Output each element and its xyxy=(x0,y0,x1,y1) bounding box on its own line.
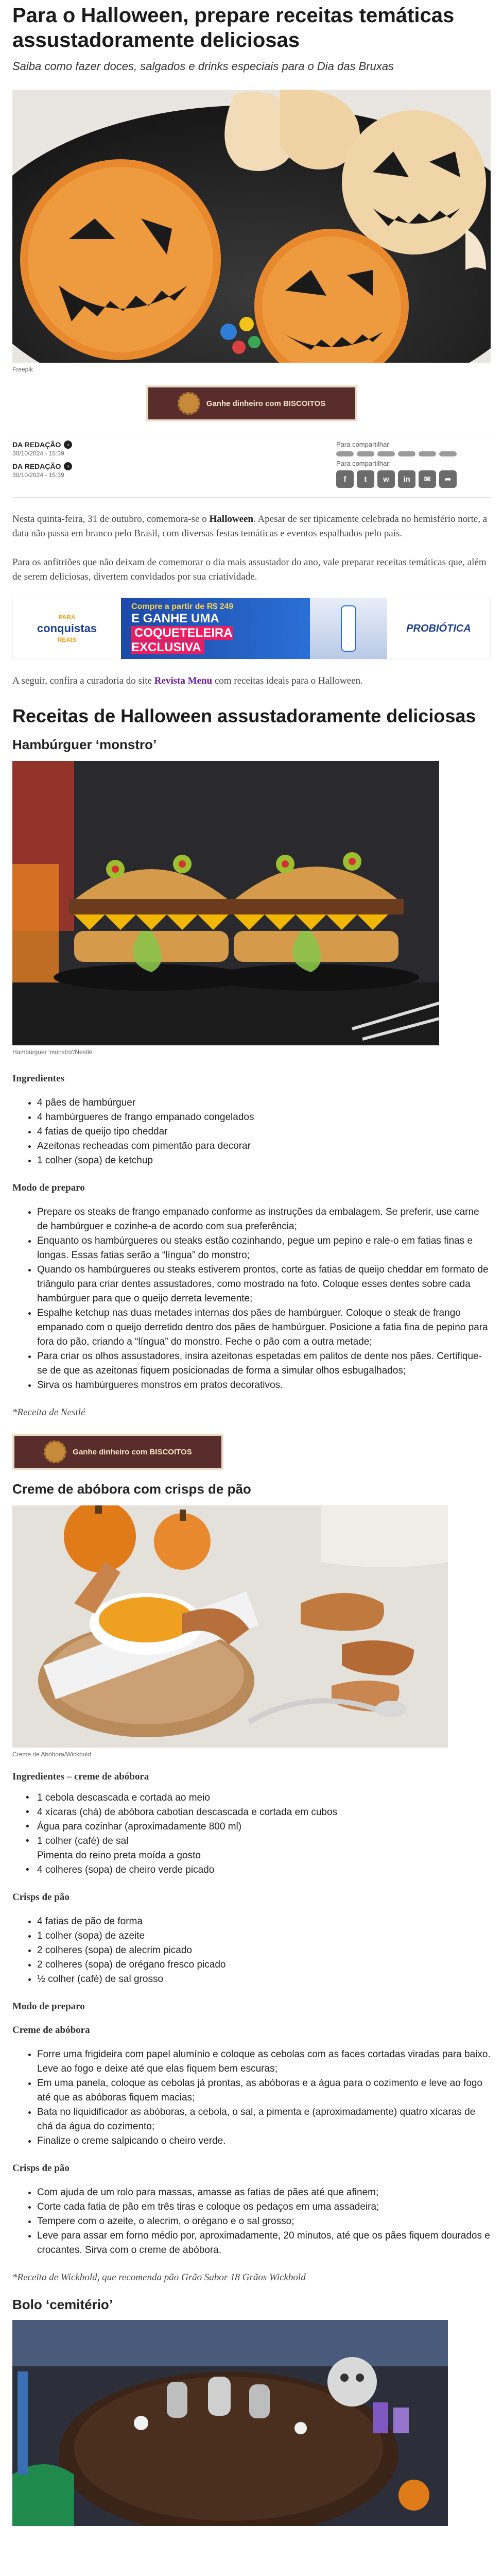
author-info-icon: › xyxy=(64,440,72,449)
list-item: • 4 fatias de queijo tipo cheddar xyxy=(37,1125,491,1139)
facebook-icon[interactable]: f xyxy=(336,470,354,488)
linkedin-icon[interactable] xyxy=(398,451,415,456)
advertisement-banner[interactable] xyxy=(146,385,357,421)
list-item: • Finalize o creme salpicando o cheiro verde. xyxy=(37,2134,491,2148)
ingredients-heading: Ingredientes xyxy=(12,1073,64,1084)
sponsor-offer: Compre a partir de R$ 249 E GANHE UMA COQUETELEIRA EXCLUSIVA xyxy=(121,598,310,659)
method-heading: Modo de preparo xyxy=(12,1182,85,1193)
hamburger-method-list xyxy=(12,1205,491,1393)
share-icons-placeholder xyxy=(336,451,491,456)
list-item: • 4 hambúrgueres de frango empanado congelados xyxy=(37,1110,491,1125)
whatsapp-icon[interactable]: w xyxy=(377,470,395,488)
facebook-icon[interactable] xyxy=(336,451,354,456)
author-info-icon: › xyxy=(64,462,72,470)
list-item: • 4 xícaras (chá) de abóbora cabotian descascada e cortada em cubos xyxy=(37,1805,491,1820)
list-item: • ½ colher (café) de sal grosso xyxy=(37,1972,491,1987)
cream-method-heading: Creme de abóbora xyxy=(12,2025,90,2036)
article-meta xyxy=(12,434,491,498)
crisps-method-list xyxy=(12,2185,491,2258)
list-item: • Quando os hambúrgueres ou steaks estiverem prontos, corte as fatias de queijo cheddar em formato de triângulo para criar dentes assustadores, como mostrado na foto. Coloque esses dentes sobre cada hambúrguer para que o queijo derreta levemente; xyxy=(37,1263,491,1306)
cookie-icon xyxy=(44,1440,66,1463)
twitter-icon[interactable]: t xyxy=(357,470,374,488)
list-item: • 1 colher (sopa) de azeite xyxy=(37,1929,491,1943)
crisps-method-heading: Crisps de pão xyxy=(12,2163,70,2174)
share-icon[interactable] xyxy=(439,451,457,456)
list-item: • Água para cozinhar (aproximadamente 800 ml) xyxy=(37,1820,491,1834)
recipe-source: *Receita de Nestlé xyxy=(12,1407,85,1418)
publish-date: 30/10/2024 - 15:39 xyxy=(12,450,64,457)
pumpkin-cream-image-credit: Creme de Abóbora/Wickbold xyxy=(12,1751,91,1758)
author-name-repeat[interactable]: DA REDAÇÃO › xyxy=(12,462,72,470)
sponsor-logo: PROBIÓTICA xyxy=(387,598,490,659)
hamburger-image xyxy=(12,761,439,1045)
ad-text: Ganhe dinheiro com BISCOITOS xyxy=(73,1447,192,1456)
list-item: • 4 fatias de pão de forma xyxy=(37,1914,491,1929)
list-item: Pimenta do reino preta moída a gosto xyxy=(37,1850,201,1861)
list-item: • Tempere com o azeite, o alecrim, o orégano e o sal grosso; xyxy=(37,2214,491,2229)
cookie-icon xyxy=(178,392,200,415)
sponsor-brand: PARA conquistas REAIS xyxy=(13,598,121,659)
list-item: • Prepare os steaks de frango empanado conforme as instruções da embalagem. Se preferir, use carne de hambúrguer e cozinhe-a de acordo com sua preferência; xyxy=(37,1205,491,1234)
revista-menu-link[interactable]: Revista Menu xyxy=(154,675,213,686)
email-icon[interactable] xyxy=(419,451,436,456)
hero-image-credit: Freepik xyxy=(12,366,33,373)
intro-paragraph-3: A seguir, confira a curadoria do site Revista Menu com receitas ideais para o Halloween. xyxy=(12,675,363,686)
hamburger-image-credit: Hambúrguer 'monstro'/Nestlé xyxy=(12,1048,93,1056)
email-icon[interactable]: ✉ xyxy=(419,470,436,488)
list-item: • 1 colher (sopa) de ketchup xyxy=(37,1154,491,1168)
pumpkin-cream-image xyxy=(12,1505,448,1748)
list-item: • Bata no liquidificador as abóboras, a cebola, o sal, a pimenta e (aproximadamente) quatro xícaras de chá da água do cozimento; xyxy=(37,2105,491,2134)
intro-paragraph-1: Nesta quinta-feira, 31 de outubro, comemora-se o Halloween. Apesar de ser tipicamente celebrada no hemisfério norte, a data não passa em branco pelo Brasil, com diversas festas temáticas e eventos espalhados pelo país. xyxy=(12,514,488,539)
hero-image xyxy=(12,90,491,363)
section-title: Receitas de Halloween assustadoramente deliciosas xyxy=(12,705,476,726)
list-item: • Em uma panela, coloque as cebolas já prontas, as abóboras e a água para o cozimento e leve ao fogo até que as abóboras fiquem macias; xyxy=(37,2076,491,2105)
pumpkin-soup-illustration xyxy=(12,1505,448,1748)
share-label: Para compartilhar: xyxy=(336,440,391,448)
monster-burger-illustration xyxy=(12,761,439,1045)
intro-paragraph-2: Para os anfitriões que não deixam de comemorar o dia mais assustador do ano, vale preparar receitas temáticas que, além de serem deliciosas, divertem convidados por sua criatividade. xyxy=(12,557,487,582)
list-item: • 4 colheres (sopa) de cheiro verde picado xyxy=(37,1863,491,1877)
list-item: • 1 cebola descascada e cortada ao meio xyxy=(37,1791,491,1805)
share-icon[interactable]: ➦ xyxy=(439,470,457,488)
list-item: • Sirva os hambúrgueres monstros em pratos decorativos. xyxy=(37,1378,491,1393)
crisps-heading: Crisps de pão xyxy=(12,1892,70,1903)
list-item: • Azeitonas recheadas com pimentão para decorar xyxy=(37,1139,491,1154)
list-item: • Corte cada fatia de pão em três tiras e coloque os pedaços em uma assadeira; xyxy=(37,2200,491,2214)
cream-method-list xyxy=(12,2047,491,2148)
list-item: • Forre uma frigideira com papel alumínio e coloque as cebolas com as faces cortadas viradas para baixo. Leve ao fogo e deixe até que elas fiquem bem escuras; xyxy=(37,2047,491,2076)
article-title: Para o Halloween, prepare receitas temáticas assustadoramente deliciosas xyxy=(12,4,455,52)
crisps-ingredients-list xyxy=(12,1914,491,1987)
list-item: • 1 colher (café) de sal xyxy=(37,1834,491,1849)
list-item: • Para criar os olhos assustadores, insira azeitonas espetadas em palitos de dente nos pães. Certifique-se de que as azeitonas fiquem posicionadas de forma a simular olhos esbugalhados; xyxy=(37,1349,491,1378)
sponsor-banner[interactable] xyxy=(12,598,491,659)
hamburger-ingredients-list xyxy=(12,1096,491,1168)
halloween-cookies-illustration xyxy=(12,90,491,363)
cemetery-cake-illustration xyxy=(12,2320,448,2526)
share-label: Para compartilhar: xyxy=(336,460,391,467)
list-item: • Com ajuda de um rolo para massas, amasse as fatias de pães até que afinem; xyxy=(37,2185,491,2200)
recipe-title-cemetery-cake: Bolo ‘cemitério’ xyxy=(12,2297,113,2312)
list-item: • 2 colheres (sopa) de alecrim picado xyxy=(37,1943,491,1958)
list-item: • Leve para assar em forno médio por, aproximadamente, 20 minutos, até que os pães fiquem dourados e crocantes. Sirva com o creme de abóbora. xyxy=(37,2229,491,2258)
share-icons xyxy=(336,470,491,488)
method-heading: Modo de preparo xyxy=(12,2001,85,2012)
recipe-source: *Receita de Wickbold, que recomenda pão Grão Sabor 18 Grãos Wickbold xyxy=(12,2272,306,2283)
list-item: • 4 pães de hambúrguer xyxy=(37,1096,491,1110)
recipe-title-pumpkin-cream: Creme de abóbora com crisps de pão xyxy=(12,1481,251,1497)
shaker-bottle-icon xyxy=(341,605,356,652)
cemetery-cake-image xyxy=(12,2320,448,2526)
cream-ingredients-list xyxy=(12,1791,491,1877)
list-item: • Espalhe ketchup nas duas metades internas dos pães de hambúrguer. Coloque o steak de frango empanado com o queijo derretido dentro dos pães de hambúrguer. Posicione a fatia fina de pepino para fora do pão, criando a “língua” do monstro. Feche o pão com a outra metade; xyxy=(37,1306,491,1349)
publish-date-repeat: 30/10/2024 - 15:39 xyxy=(12,471,64,479)
article-subtitle: Saiba como fazer doces, salgados e drinks especiais para o Dia das Bruxas xyxy=(12,60,394,73)
sponsor-product-image xyxy=(310,598,387,659)
author-name[interactable]: DA REDAÇÃO › xyxy=(12,440,72,449)
ad-text: Ganhe dinheiro com BISCOITOS xyxy=(206,399,326,408)
advertisement-banner[interactable] xyxy=(12,1434,223,1470)
cream-ingredients-heading: Ingredientes – creme de abóbora xyxy=(12,1771,149,1782)
list-item: • 2 colheres (sopa) de orégano fresco picado xyxy=(37,1958,491,1972)
linkedin-icon[interactable]: in xyxy=(398,470,415,488)
list-item: • Enquanto os hambúrgueres ou steaks estão cozinhando, pegue um pepino e rale-o em fatias finas e longas. Essas fatias serão a “língua” do monstro; xyxy=(37,1234,491,1263)
share-section xyxy=(336,440,491,491)
whatsapp-icon[interactable] xyxy=(377,451,395,456)
recipe-title-hamburger: Hambúrguer ‘monstro’ xyxy=(12,737,157,752)
twitter-icon[interactable] xyxy=(357,451,374,456)
